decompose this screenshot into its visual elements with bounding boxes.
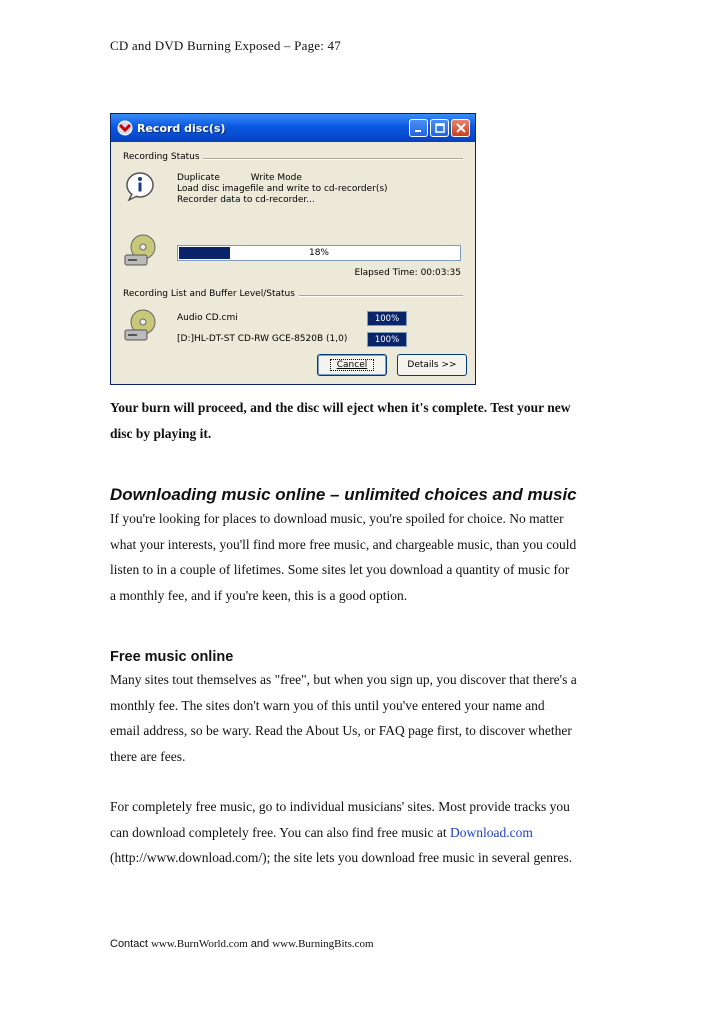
status-line-1: Load disc imagefile and write to cd-recorder(s) xyxy=(177,184,388,194)
cancel-button[interactable] xyxy=(317,354,387,376)
paragraph-line: Many sites tout themselves as "free", but when you sign up, you discover that there's a xyxy=(110,672,577,687)
paragraph-line: a monthly fee, and if you're keen, this is a good option. xyxy=(110,587,408,603)
close-button[interactable] xyxy=(451,119,470,137)
section-heading-downloading: Downloading music online – unlimited choices and music xyxy=(110,485,577,504)
paragraph-line: For completely free music, go to individual musicians' sites. Most provide tracks you xyxy=(110,799,570,814)
paragraph-completely-free xyxy=(110,794,625,871)
info-icon xyxy=(124,169,156,204)
minimize-icon xyxy=(414,124,423,133)
footer-and: and xyxy=(247,938,273,950)
download-com-link[interactable]: Download.com xyxy=(450,824,533,840)
paragraph-line: If you're looking for places to download music, you're spoiled for choice. No matter xyxy=(110,511,564,526)
paragraph-line: there are fees. xyxy=(110,748,186,764)
group-divider xyxy=(203,158,463,160)
drive-name: [D:]HL-DT-ST CD-RW GCE-8520B (1,0) xyxy=(177,334,348,344)
footer-site-burningbits: www.BurningBits.com xyxy=(272,938,374,950)
paragraph-line: what your interests, you'll find more free music, and chargeable music, than you could xyxy=(110,536,577,552)
details-button[interactable] xyxy=(397,354,467,376)
paragraph-line: email address, so be wary. Read the About Us, or FAQ page first, to discover whether xyxy=(110,723,572,738)
paragraph-downloading xyxy=(110,506,625,608)
file-buffer-level: 100% xyxy=(367,311,407,326)
file-name: Audio CD.cmi xyxy=(177,313,238,323)
caption-line: Your burn will proceed, and the disc will eject when it's complete. Test your new xyxy=(110,400,571,415)
footer-site-burnworld: www.BurnWorld.com xyxy=(150,938,248,950)
elapsed-time: Elapsed Time: 00:03:35 xyxy=(354,268,461,278)
page-footer xyxy=(110,938,374,950)
recorder-disc-icon xyxy=(123,308,157,345)
record-disc-dialog xyxy=(110,113,476,385)
minimize-button[interactable] xyxy=(409,119,428,137)
recording-status-label: Recording Status xyxy=(123,152,200,162)
mode-value: Write Mode xyxy=(250,173,302,183)
cancel-button-label: Cancel xyxy=(330,359,375,371)
drive-buffer-level: 100% xyxy=(367,332,407,347)
recording-list-label: Recording List and Buffer Level/Status xyxy=(123,289,295,299)
page-header: CD and DVD Burning Exposed – Page: 47 xyxy=(110,38,341,53)
screenshot-caption xyxy=(110,395,630,447)
dialog-title: Record disc(s) xyxy=(137,121,226,135)
paragraph-line: monthly fee. The sites don't warn you of this until you've entered your name and xyxy=(110,697,545,713)
progress-text: 18% xyxy=(308,248,329,258)
paragraph-line: listen to in a couple of lifetimes. Some sites let you download a quantity of music for xyxy=(110,562,570,577)
section-heading-free-music: Free music online xyxy=(110,649,234,665)
paragraph-free-music xyxy=(110,667,625,769)
paragraph-text: can download completely free. You can also find free music at xyxy=(110,824,451,840)
status-line-2: Recorder data to cd-recorder... xyxy=(177,195,315,205)
disc-burning-icon xyxy=(123,233,157,270)
group-divider xyxy=(299,295,463,297)
progress-bar xyxy=(177,245,461,261)
dialog-titlebar xyxy=(111,114,475,142)
close-icon xyxy=(456,123,466,133)
details-button-label: Details >> xyxy=(407,360,457,370)
maximize-icon xyxy=(435,123,445,133)
paragraph-line xyxy=(110,820,625,846)
record-disc-app-icon xyxy=(117,120,133,136)
caption-line: disc by playing it. xyxy=(110,426,212,441)
paragraph-line: (http://www.download.com/); the site lets you download free music in several genres. xyxy=(110,850,573,865)
mode-label: Duplicate xyxy=(177,173,220,183)
maximize-button[interactable] xyxy=(430,119,449,137)
footer-contact-label: Contact xyxy=(110,938,151,950)
